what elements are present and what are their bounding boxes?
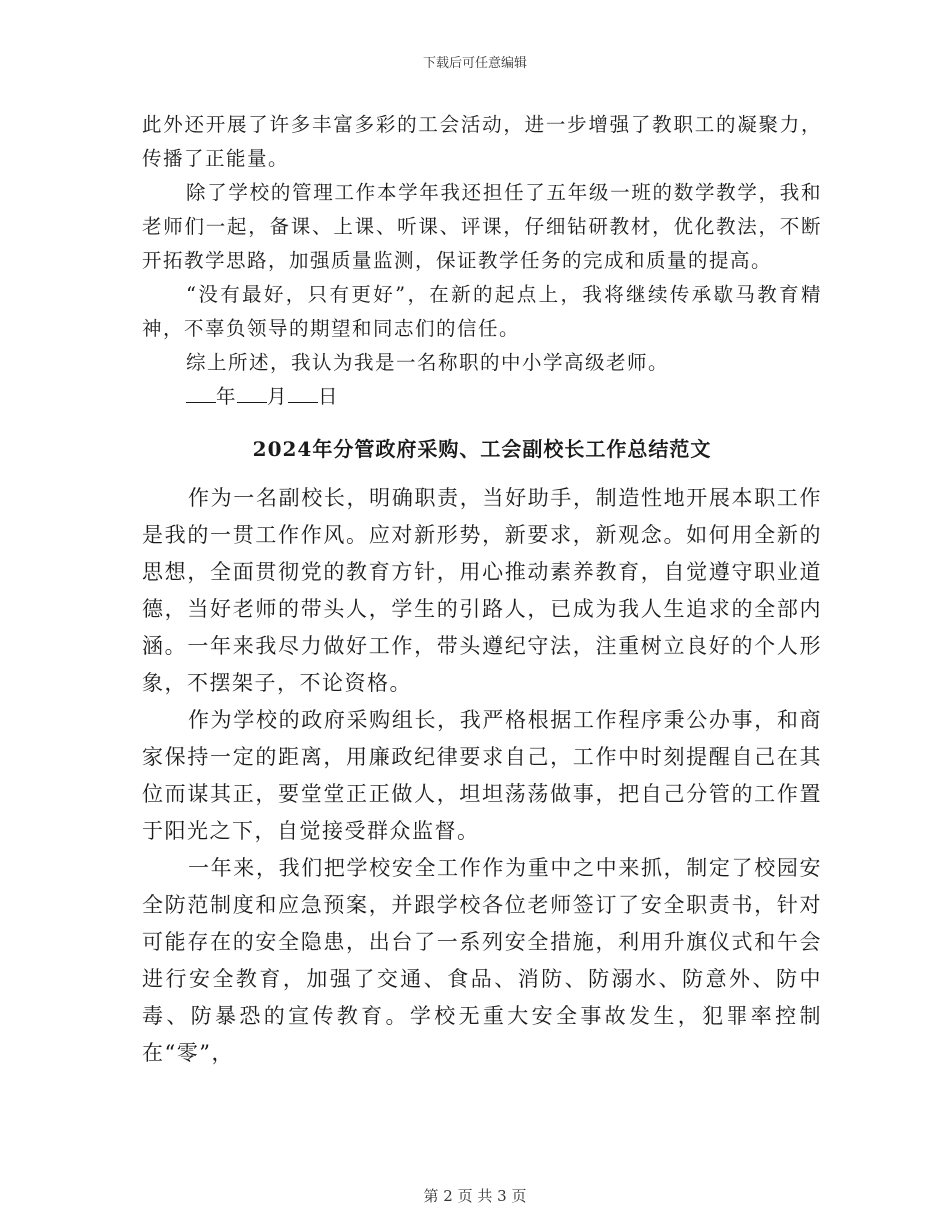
month-blank [237,384,267,403]
paragraph-conclusion: 综上所述，我认为我是一名称职的中小学高级老师。 [186,351,670,374]
paragraph-role: 作为一名副校长，明确职责，当好助手，制造性地开展本职工作是我的一贯工作作风。应对新形势，新要求，新观念。如何用全新的思想，全面贯彻党的教育方针，用心推动素养教育，自觉遵守职业道德，当好老师的带头人，学生的引路人，已成为我人生追求的全部内涵。一年来我尽力做好工作，带头遵纪守法，注重树立良好的个人形象，不摆架子，不论资格。 [142,486,822,695]
year-blank [186,384,216,403]
paragraph-procurement: 作为学校的政府采购组长，我严格根据工作程序秉公办事，和商家保持一定的距离，用廉政纪律要求自己，工作中时刻提醒自己在其位而谋其正，要堂堂正正做人，坦坦荡荡做事，把自己分管的工作置于阳光之下，自觉接受群众监督。 [142,708,822,843]
day-label: 日 [318,385,340,408]
lower-section [142,480,822,1072]
page-footer: 第 2 页 共 3 页 [423,1187,527,1205]
month-label: 月 [267,385,289,408]
paragraph-motto: “没有最好，只有更好”，在新的起点上，我将继续传承歇马教育精神，不辜负领导的期望和同志们的信任。 [142,283,822,340]
document-title: 2024年分管政府采购、工会副校长工作总结范文 [252,437,712,461]
day-blank [288,384,318,403]
paragraph-math-teaching: 除了学校的管理工作本学年我还担任了五年级一班的数学教学，我和老师们一起，备课、上课、听课、评课，仔细钻研教材，优化教法，不断开拓教学思路，加强质量监测，保证教学任务的完成和质量的提高。 [142,181,822,272]
paragraph-safety: 一年来，我们把学校安全工作作为重中之中来抓，制定了校园安全防范制度和应急预案，并跟学校各位老师签订了安全职责书，针对可能存在的安全隐患，出台了一系列安全措施，利用升旗仪式和午会进行安全教育，加强了交通、食品、消防、防溺水、防意外、防中毒、防暴恐的宣传教育。学校无重大安全事故发生，犯罪率控制在“零”， [142,856,822,1065]
paragraph-continuation: 此外还开展了许多丰富多彩的工会活动，进一步增强了教职工的凝聚力，传播了正能量。 [142,113,822,170]
page-header: 下载后可任意编辑 [422,56,527,71]
year-label: 年 [216,385,238,408]
upper-section [142,108,822,414]
document-body [142,108,822,1072]
date-line [142,380,822,414]
